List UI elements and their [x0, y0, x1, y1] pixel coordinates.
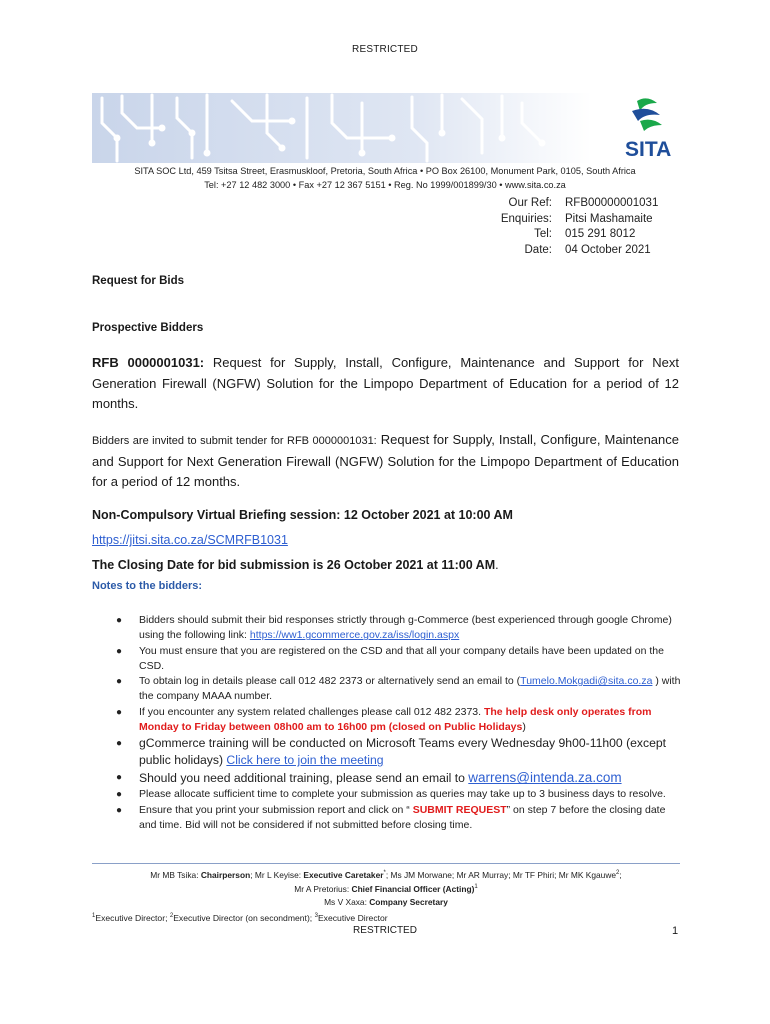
list-item	[92, 735, 682, 769]
rfb-label: RFB 0000001031:	[92, 355, 205, 370]
board-role-chairperson: Chairperson	[200, 869, 251, 880]
closing-date-text: The Closing Date for bid submission is 26 October 2021 at 11:00 AM	[92, 558, 496, 572]
note-8-text-b: ” on step 7 before the closing date and time. Bid will not be considered if not submitted before closing time.	[139, 803, 666, 831]
svg-text:SITA: SITA	[625, 138, 672, 161]
bullet-icon: ●	[116, 706, 123, 718]
list-item	[92, 674, 682, 705]
note-5-text: gCommerce training will be conducted on Microsoft Teams every Wednesday 9h00-11h00 (except public holidays)	[139, 736, 667, 768]
list-item	[92, 705, 682, 736]
restricted-footer: RESTRICTED	[353, 925, 417, 936]
note-1-text: Bidders should submit their bid responses strictly through g-Commerce (best experienced through google Chrome) using the following link:	[139, 614, 672, 642]
invite-label: Bidders are invited to submit tender for RFB 0000001031:	[92, 435, 377, 447]
board-sup-2: 2	[616, 870, 620, 876]
tel-value: 015 291 8012	[565, 228, 636, 240]
board-sup-1: 1	[474, 884, 478, 891]
tumelo-email-link[interactable]: Tumelo.Mokgadi@sita.co.za	[520, 675, 653, 688]
list-item	[92, 769, 682, 787]
footnote-sup-1: 1	[92, 913, 96, 920]
warrens-email-link[interactable]: warrens@intenda.za.com	[468, 770, 622, 786]
board-names-others: ; Ms JM Morwane; Mr AR Murray; Mr TF Phiri; Mr MK Kgauwe	[385, 869, 617, 880]
bullet-icon: ●	[116, 615, 123, 626]
our-ref-value: RFB00000001031	[565, 197, 659, 209]
closing-date-end: .	[495, 558, 499, 572]
board-line-2	[92, 881, 680, 895]
bullet-icon: ●	[116, 804, 123, 816]
board-line-3	[92, 896, 680, 909]
note-6-text: Should you need additional training, please send an email to	[139, 771, 469, 786]
note-8-text-a: Ensure that you print your submission report and click on “	[139, 803, 413, 816]
reference-block	[470, 196, 658, 258]
footnote-sup-3: 3	[314, 913, 318, 920]
footnote-sup-2: 2	[169, 913, 174, 920]
board-name-pretorius: Mr A Pretorius:	[294, 884, 352, 895]
enquiries-label: Enquiries:	[500, 212, 552, 225]
footnote-1: Executive Director;	[95, 913, 170, 923]
request-title: Request for Bids	[92, 275, 185, 287]
circuit-banner	[92, 93, 680, 163]
note-7-text: Please allocate sufficient time to complete your submission as queries may take up to 3 business days to resolve.	[139, 788, 666, 801]
board-line-1: Mr MB Tsika: Chairperson; Mr L Keyise: Executive Caretaker*; Ms JM Morwane; Mr AR Murray; Mr TF Phiri; Mr MK Kgauwe$^2$;	[150, 869, 622, 880]
helpdesk-hours: The help desk only operates from Monday to Friday between 08h00 am to 16h00 pm (closed on Public Holidays	[139, 705, 652, 734]
rfb-text: Request for Supply, Install, Configure, Maintenance and Support for Next Generation Firewall (NGFW) Solution for the Limpopo Department of Education for a period of 12 months.	[92, 355, 679, 411]
board-role-secretary: Company Secretary	[369, 896, 448, 907]
note-3-text-b: ) with the company MAAA number.	[139, 675, 681, 703]
enquiries-value: Pitsi Mashamaite	[565, 212, 653, 225]
rfb-paragraph	[92, 353, 679, 415]
address-line-2: Tel: +27 12 482 3000 • Fax +27 12 367 5151 • Reg. No 1999/001899/30 • www.sita.co.za	[204, 180, 566, 190]
board-of-directors	[92, 867, 680, 908]
note-2-text: You must ensure that you are registered on the CSD and that all your company details have been updated on the CSD.	[139, 644, 664, 672]
notes-list	[92, 613, 682, 833]
footnote	[92, 913, 388, 923]
board-name-keyise: ; Mr L Keyise:	[250, 869, 304, 880]
invite-text: Request for Supply, Install, Configure, Maintenance and Support for Next Generation Firewall (NGFW) Solution for the Limpopo Department of Education for a period of 12 months.	[92, 432, 679, 489]
company-address	[80, 164, 690, 192]
invite-paragraph	[92, 430, 679, 493]
list-item	[92, 613, 682, 644]
our-ref-label: Our Ref:	[508, 197, 552, 209]
join-meeting-link[interactable]: Click here to join the meeting	[226, 753, 384, 768]
bullet-icon: ●	[116, 789, 123, 801]
bullet-icon: ●	[116, 676, 123, 688]
note-4-end: )	[522, 721, 526, 734]
restricted-header: RESTRICTED	[352, 44, 418, 55]
tel-label: Tel:	[534, 228, 552, 240]
closing-date	[92, 558, 499, 572]
bullet-icon: ●	[116, 645, 123, 657]
list-item	[92, 644, 682, 675]
list-item	[92, 803, 682, 834]
prospective-bidders: Prospective Bidders	[92, 322, 204, 334]
board-role-caretaker: Executive Caretaker	[303, 869, 384, 880]
submit-request-text: SUBMIT REQUEST	[412, 803, 507, 816]
board-name-tsika: Mr MB Tsika:	[150, 869, 201, 880]
briefing-link[interactable]: https://jitsi.sita.co.za/SCMRFB1031	[92, 533, 288, 547]
note-4-text: If you encounter any system related challenges please call 012 482 2373.	[139, 705, 484, 718]
address-line-1: SITA SOC Ltd, 459 Tsitsa Street, Erasmuskloof, Pretoria, South Africa • PO Box 26100, Monument Park, 0105, South Africa	[134, 166, 636, 176]
date-value: 04 October 2021	[565, 243, 651, 256]
gcommerce-link[interactable]: https://ww1.gcommerce.gov.za/iss/login.aspx	[249, 629, 460, 642]
footnote-3: Executive Director	[317, 913, 388, 923]
date-label: Date:	[524, 243, 552, 256]
page-number: 1	[672, 925, 679, 937]
notes-title: Notes to the bidders:	[92, 580, 203, 592]
footnote-2: Executive Director (on secondment);	[173, 913, 315, 923]
board-name-xaxa: Ms V Xaxa:	[324, 896, 370, 907]
bullet-icon: ●	[116, 772, 123, 784]
footer-divider	[92, 863, 680, 864]
note-3-text-a: To obtain log in details please call 012 482 2373 or alternatively send an email to (	[139, 675, 521, 688]
briefing-session: Non-Compulsory Virtual Briefing session: 12 October 2021 at 10:00 AM	[92, 508, 513, 522]
board-separator: ;	[619, 869, 622, 880]
list-item	[92, 787, 682, 802]
bullet-icon: ●	[116, 738, 123, 750]
board-role-cfo: Chief Financial Officer (Acting)	[351, 884, 475, 895]
